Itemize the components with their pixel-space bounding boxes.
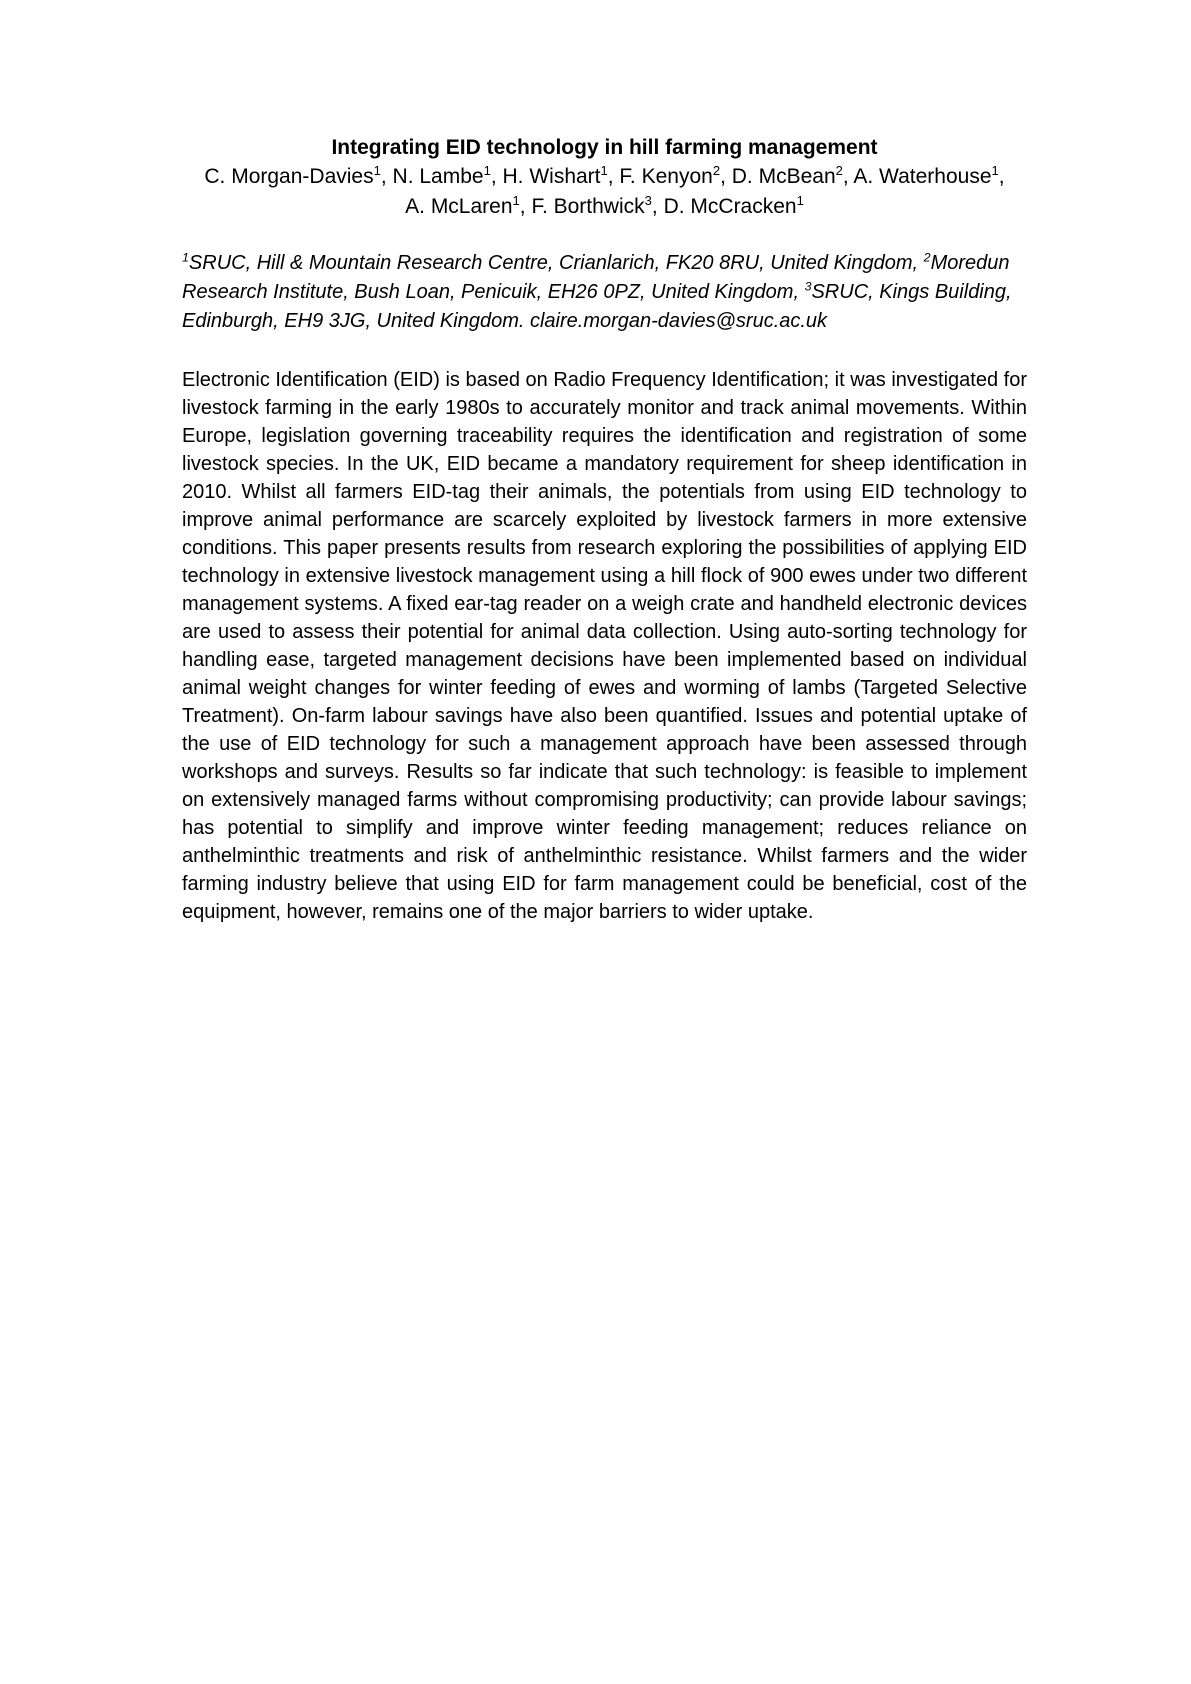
text-segment: , D. McBean: [720, 165, 836, 188]
text-segment: , H. Wishart: [490, 165, 601, 188]
email-address: claire.morgan-davies@sruc.ac.uk: [529, 310, 828, 332]
text-segment: SRUC, Kings Building, Edinburgh, EH9 3JG, United Kingdom.: [182, 281, 1012, 332]
text-segment: C. Morgan-Davies: [204, 165, 374, 188]
superscript-marker: 1: [483, 163, 491, 178]
abstract-paragraph: Electronic Identification (EID) is based on Radio Frequency Identification; it was investigated for livestock farming in the early 1980s to accurately monitor and track animal movements. Within Europe, legislation governing traceability requires the identification and registration of some livestock species. In the UK, EID became a mandatory requirement for sheep identification in 2010. Whilst all farmers EID-tag their animals, the potentials from using EID technology to improve animal performance are scarcely exploited by livestock farmers in more extensive conditions. This paper presents results from research exploring the possibilities of applying EID technology in extensive livestock management using a hill flock of 900 ewes under two different management systems. A fixed ear-tag reader on a weigh crate and handheld electronic devices are used to assess their potential for animal data collection. Using auto-sorting technology for handling ease, targeted management decisions have been implemented based on individual animal weight changes for winter feeding of ewes and worming of lambs (Targeted Selective Treatment). On-farm labour savings have also been quantified. Issues and potential uptake of the use of EID technology for such a management approach have been assessed through workshops and surveys. Results so far indicate that such technology: is feasible to implement on extensively managed farms without compromising productivity; can provide labour savings; has potential to simplify and improve winter feeding management; reduces reliance on anthelminthic treatments and risk of anthelminthic resistance. Whilst farmers and the wider farming industry believe that using EID for farm management could be beneficial, cost of the equipment, however, remains one of the major barriers to wider uptake.: [182, 369, 1027, 923]
superscript-marker: 1: [373, 163, 381, 178]
superscript-marker: 1: [796, 193, 804, 208]
superscript-marker: 2: [923, 250, 931, 265]
text-segment: , A. Waterhouse: [842, 165, 992, 188]
superscript-marker: 3: [804, 279, 812, 294]
text-segment: , N. Lambe: [380, 165, 484, 188]
author-line-2: [182, 192, 1027, 222]
text-segment: , F. Kenyon: [607, 165, 713, 188]
text-segment: SRUC, Hill & Mountain Research Centre, Crianlarich, FK20 8RU, United Kingdom,: [188, 252, 924, 274]
superscript-marker: 1: [182, 250, 189, 265]
text-segment: ,: [998, 165, 1005, 188]
text-segment: A. McLaren: [405, 195, 513, 218]
affiliations: [182, 249, 1027, 336]
superscript-marker: 2: [712, 163, 721, 178]
page-content: [182, 133, 1027, 926]
author-line-1: [182, 162, 1027, 192]
text-segment: Moredun Research Institute, Bush Loan, Penicuik, EH26 0PZ, United Kingdom,: [182, 252, 1010, 303]
superscript-marker: 2: [835, 163, 843, 178]
text-segment: , D. McCracken: [651, 195, 797, 218]
superscript-marker: 1: [600, 163, 608, 178]
superscript-marker: 1: [991, 163, 999, 178]
paper-title: Integrating EID technology in hill farming management: [331, 136, 878, 159]
text-segment: , F. Borthwick: [519, 195, 645, 218]
superscript-marker: 1: [512, 193, 520, 208]
superscript-marker: 3: [644, 193, 652, 208]
